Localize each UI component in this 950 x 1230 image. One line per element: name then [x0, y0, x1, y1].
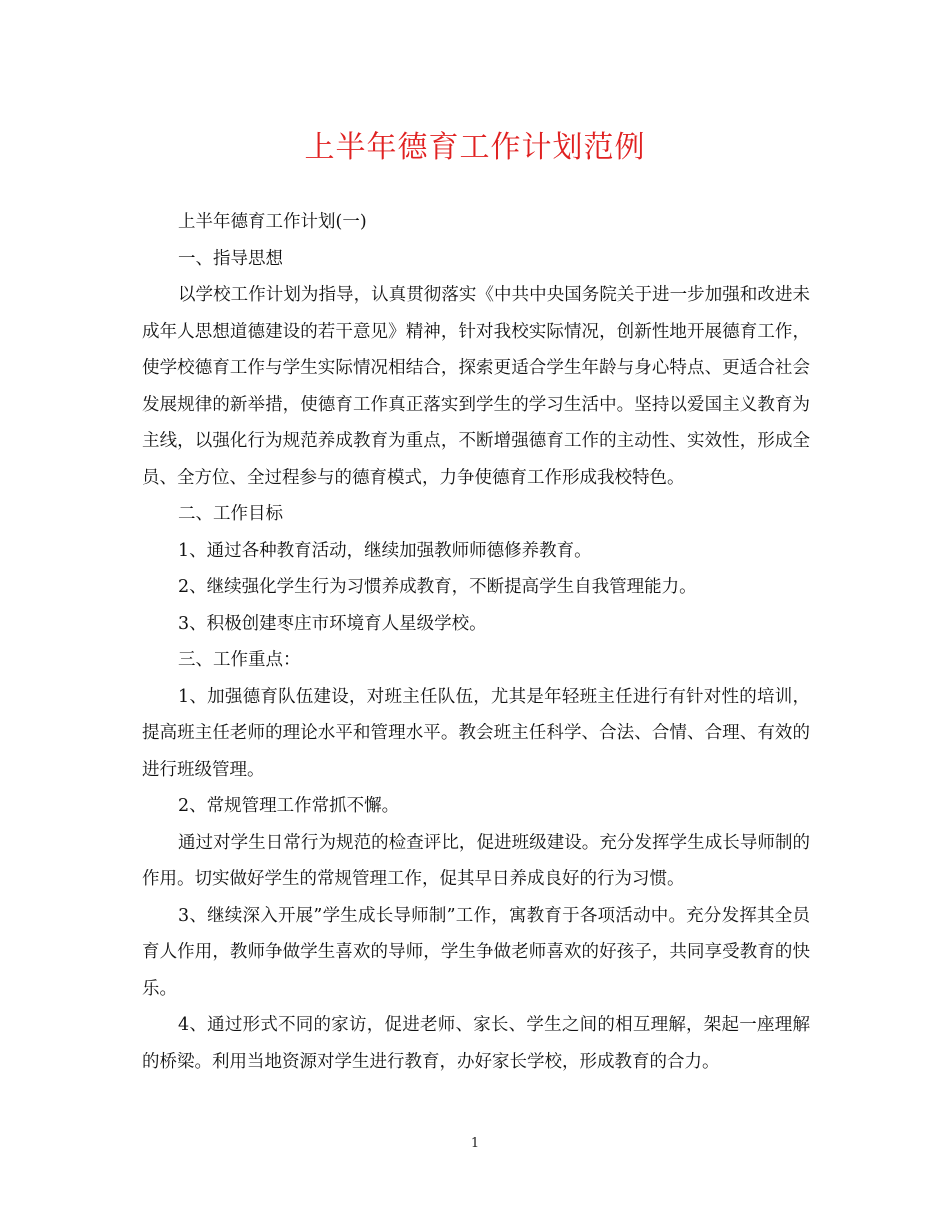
focus-item-2-detail: 通过对学生日常行为规范的检查评比，促进班级建设。充分发挥学生成长导师制的作用。切实做好学生的常规管理工作，促其早日养成良好的行为习惯。 [142, 832, 810, 889]
focus-item-2: 2、常规管理工作常抓不懈。 [178, 796, 400, 816]
focus-item-4: 4、通过形式不同的家访，促进老师、家长、学生之间的相互理解，架起一座理解的桥梁。利用当地资源对学生进行教育，办好家长学校，形成教育的合力。 [142, 1015, 810, 1072]
heading-work-focus: 三、工作重点： [178, 650, 301, 670]
paragraph-subtitle: 上半年德育工作计划(一) [178, 212, 367, 232]
goal-item-1: 1、通过各种教育活动，继续加强教师师德修养教育。 [178, 540, 592, 561]
focus-item-3: 3、继续深入开展”学生成长导师制”工作，寓教育于各项活动中。充分发挥其全员育人作用，教师争做学生喜欢的导师，学生争做老师喜欢的好孩子，共同享受教育的快乐。 [142, 905, 810, 999]
page-number: 1 [470, 1136, 480, 1151]
goal-item-2: 2、继续强化学生行为习惯养成教育，不断提高学生自我管理能力。 [178, 577, 697, 597]
document-body [142, 204, 810, 1080]
heading-guiding-ideology: 一、指导思想 [178, 248, 283, 269]
paragraph-guiding-ideology: 以学校工作计划为指导，认真贯彻落实《中共中央国务院关于进一步加强和改进未成年人思想道德建设的若干意见》精神，针对我校实际情况，创新性地开展德育工作，使学校德育工作与学生实际情况相结合，探索更适合学生年龄与身心特点、更适合社会发展规律的新举措，使德育工作真正落实到学生的学习生活中。坚持以爱国主义教育为主线，以强化行为规范养成教育为重点，不断增强德育工作的主动性、实效性，形成全员、全方位、全过程参与的德育模式，力争使德育工作形成我校特色。 [142, 285, 810, 488]
goal-item-3: 3、积极创建枣庄市环境育人星级学校。 [178, 613, 487, 634]
heading-work-goals: 二、工作目标 [178, 504, 283, 524]
focus-item-1: 1、加强德育队伍建设，对班主任队伍，尤其是年轻班主任进行有针对性的培训，提高班主任老师的理论水平和管理水平。教会班主任科学、合法、合情、合理、有效的进行班级管理。 [142, 686, 810, 780]
document-title: 上半年德育工作计划范例 [304, 130, 646, 165]
